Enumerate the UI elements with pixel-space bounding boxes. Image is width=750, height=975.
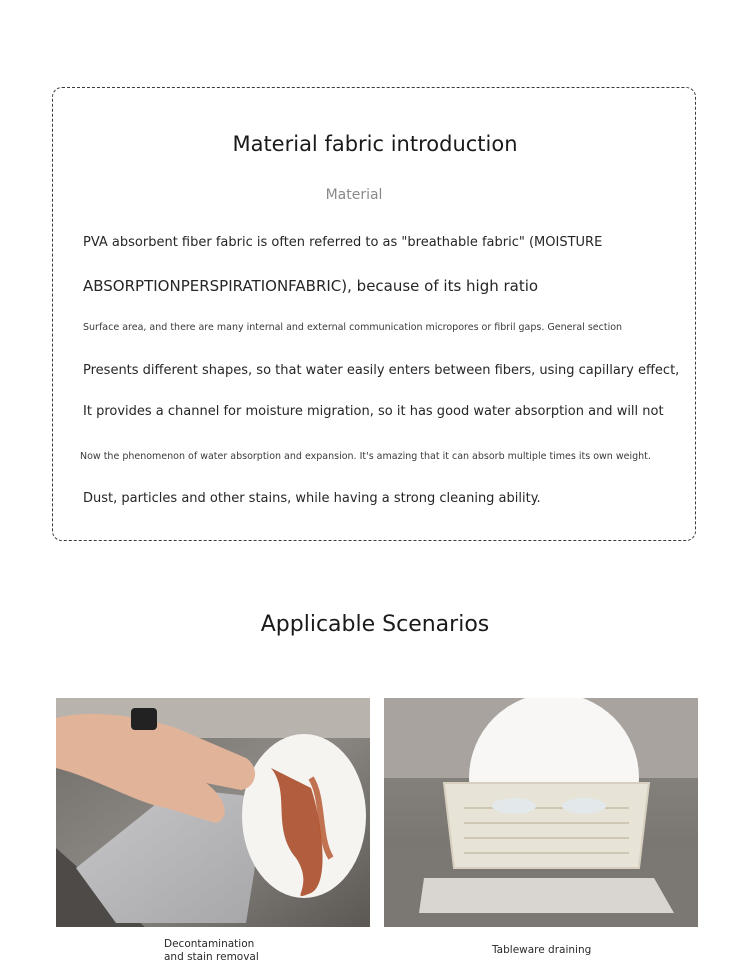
intro-paragraph-3: Surface area, and there are many internal and external communication micropores or fibril gaps. General section bbox=[83, 322, 623, 333]
intro-title: Material fabric introduction bbox=[232, 132, 518, 156]
caption-tableware-draining bbox=[492, 944, 591, 957]
intro-paragraph-1: PVA absorbent fiber fabric is often referred to as "breathable fabric" (MOISTURE bbox=[83, 235, 603, 250]
intro-paragraph-5: It provides a channel for moisture migration, so it has good water absorption and will not bbox=[83, 404, 664, 419]
caption-line: Decontamination bbox=[164, 938, 255, 950]
photo-decontamination bbox=[56, 698, 370, 927]
photo-tableware-draining bbox=[384, 698, 698, 927]
intro-subtitle: Material bbox=[325, 187, 383, 203]
scenarios-title: Applicable Scenarios bbox=[260, 612, 490, 637]
intro-paragraph-7: Dust, particles and other stains, while having a strong cleaning ability. bbox=[83, 491, 541, 506]
caption-line: Tableware draining bbox=[492, 944, 592, 956]
intro-paragraph-6: Now the phenomenon of water absorption and expansion. It's amazing that it can absorb multiple times its own weight. bbox=[80, 451, 651, 462]
intro-paragraph-2: ABSORPTIONPERSPIRATIONFABRIC), because of its high ratio bbox=[83, 277, 539, 295]
caption-line: and stain removal bbox=[164, 951, 259, 963]
caption-decontamination bbox=[164, 938, 259, 964]
intro-paragraph-4: Presents different shapes, so that water easily enters between fibers, using capillary effect, bbox=[83, 363, 680, 378]
